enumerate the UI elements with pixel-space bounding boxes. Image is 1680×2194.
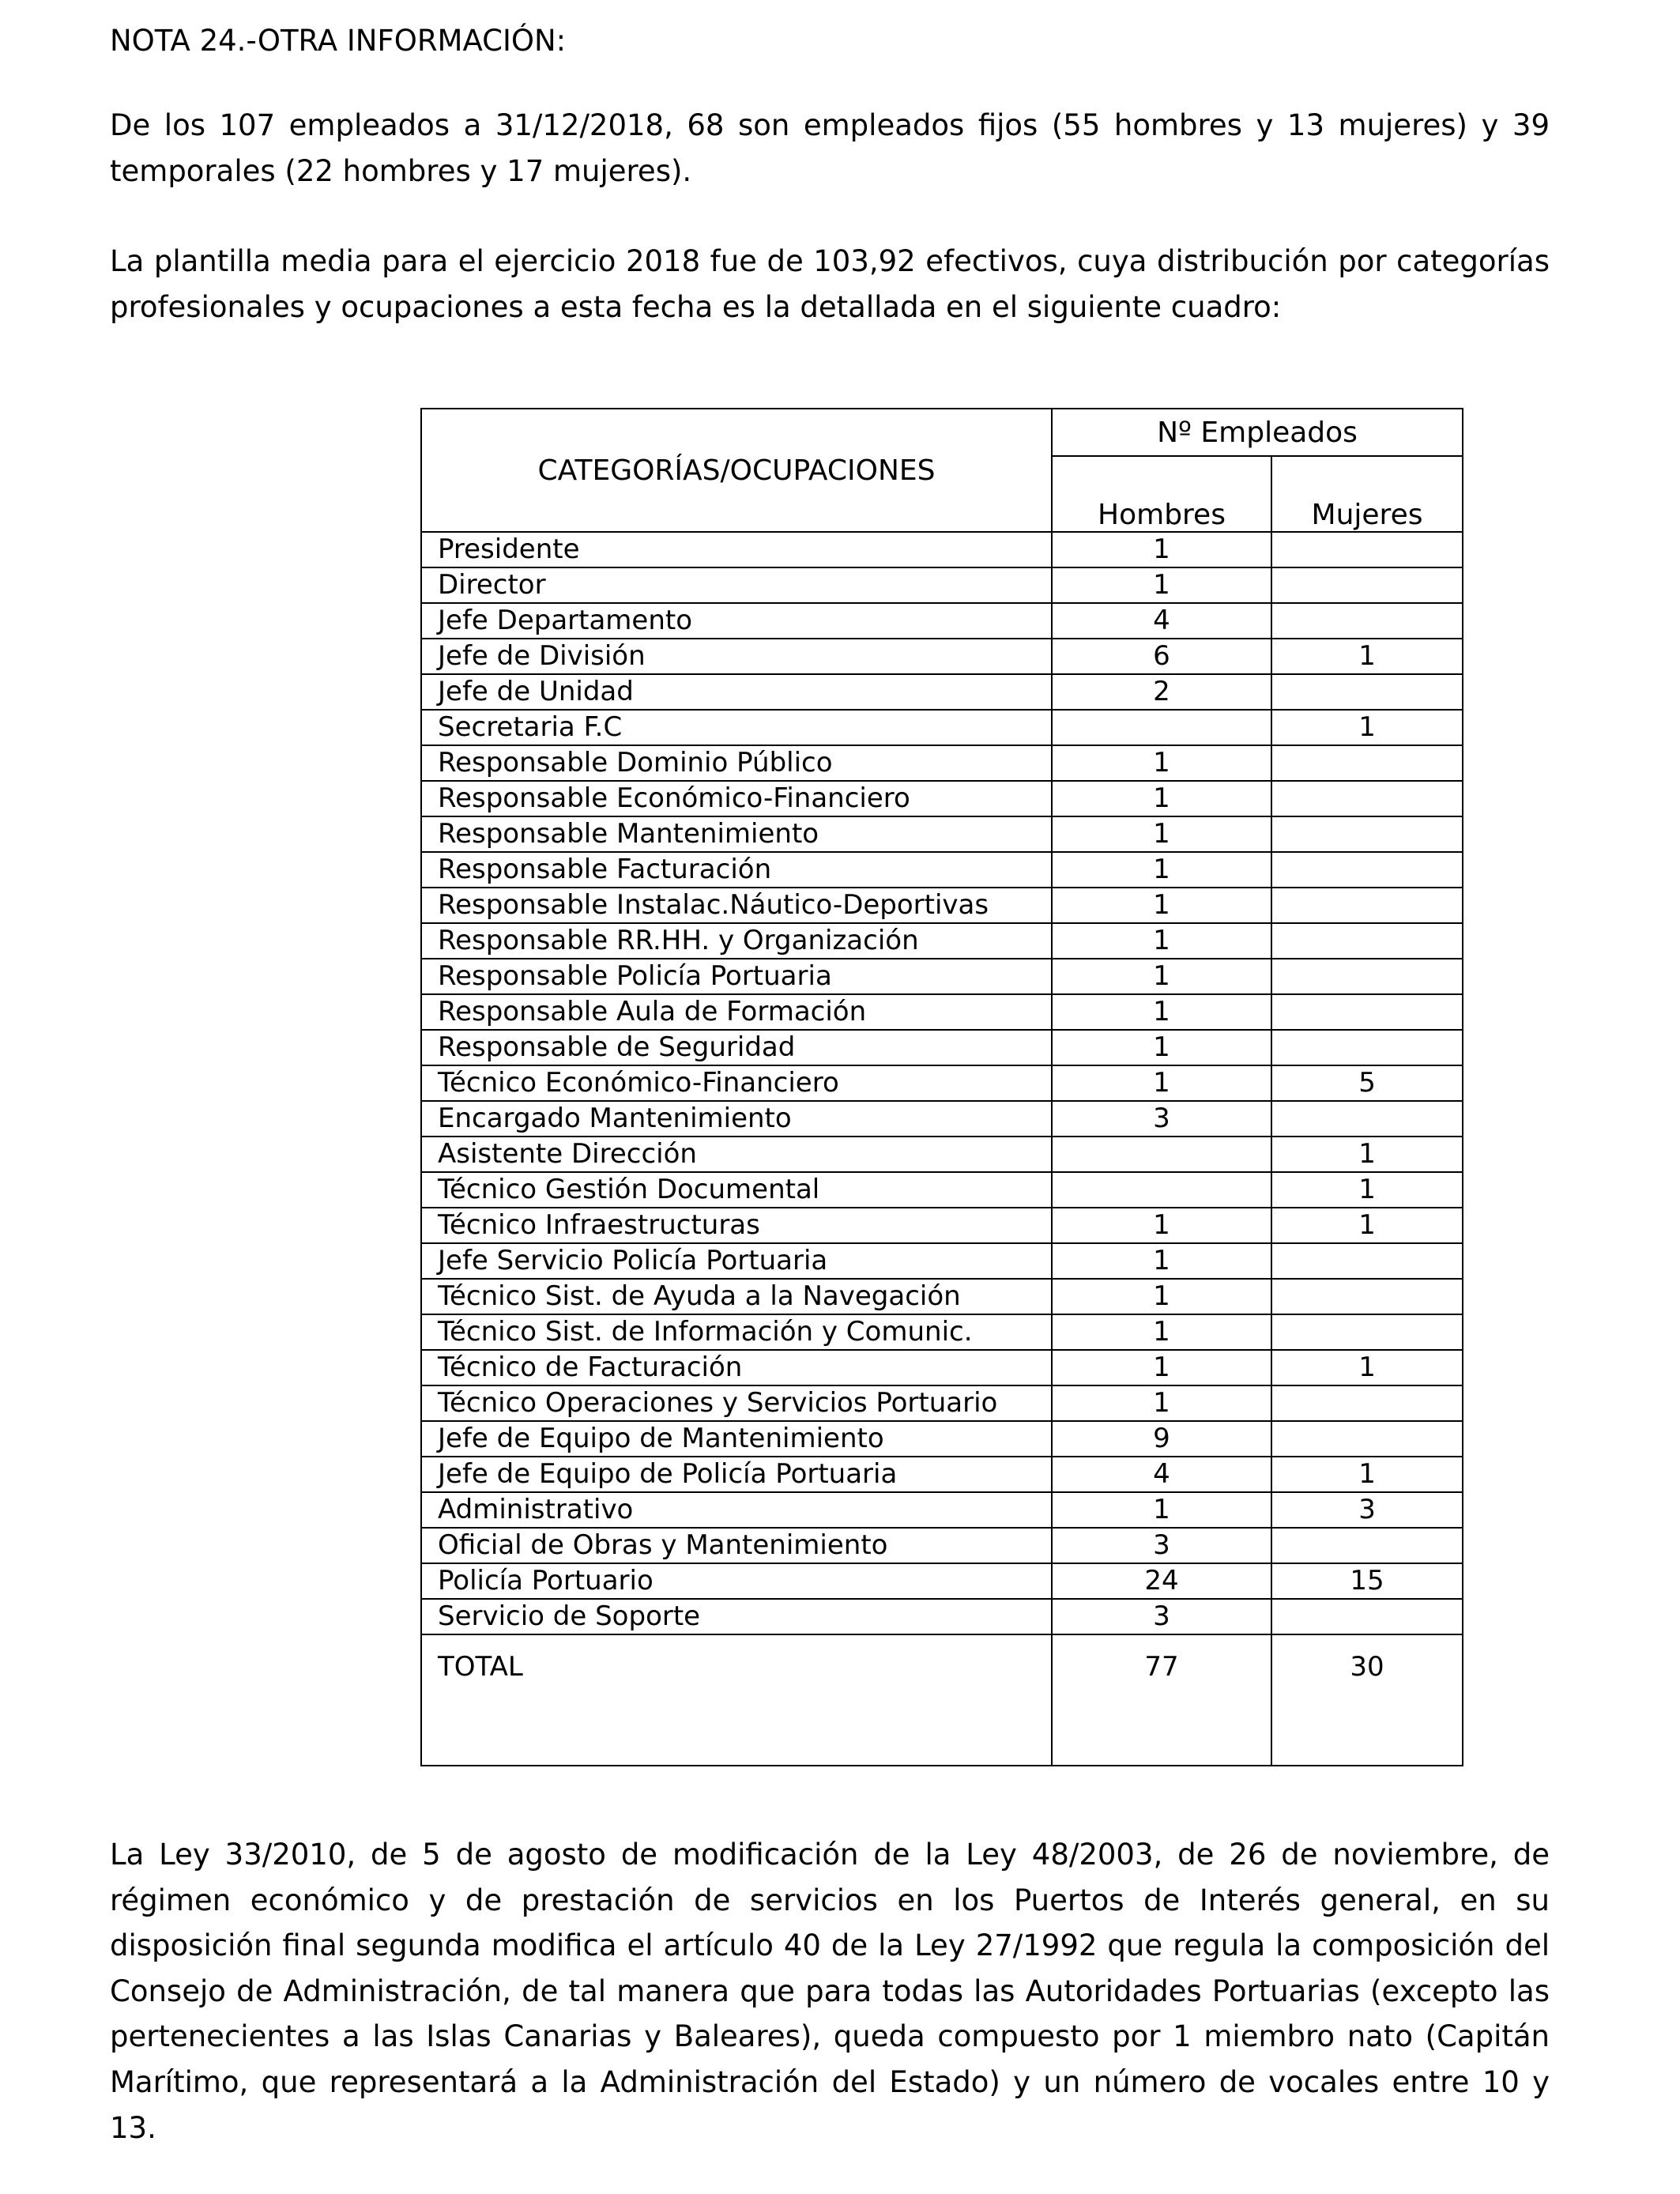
table-row	[421, 1030, 1463, 1065]
men-count-cell	[1052, 1172, 1271, 1208]
category-cell: Técnico Sist. de Ayuda a la Navegación	[421, 1279, 1052, 1314]
women-count-cell: 15	[1271, 1563, 1463, 1599]
table-row	[421, 852, 1463, 888]
men-count-cell: 2	[1052, 674, 1271, 710]
table-row	[421, 603, 1463, 639]
total-men-cell: 77	[1052, 1634, 1271, 1766]
category-cell: Policía Portuario	[421, 1563, 1052, 1599]
total-label-cell: TOTAL	[421, 1634, 1052, 1766]
category-cell: Responsable Económico-Financiero	[421, 781, 1052, 816]
table-row	[421, 567, 1463, 603]
category-cell: Responsable Mantenimiento	[421, 816, 1052, 852]
category-cell: Oficial de Obras y Mantenimiento	[421, 1528, 1052, 1563]
category-cell: Jefe de División	[421, 639, 1052, 674]
category-cell: Jefe Servicio Policía Portuaria	[421, 1243, 1052, 1279]
women-count-cell	[1271, 816, 1463, 852]
women-count-cell	[1271, 1385, 1463, 1421]
category-cell: Servicio de Soporte	[421, 1599, 1052, 1634]
women-count-cell: 1	[1271, 1457, 1463, 1492]
men-count-cell: 1	[1052, 1208, 1271, 1243]
men-count-cell	[1052, 1137, 1271, 1172]
women-count-cell: 1	[1271, 710, 1463, 745]
table-row	[421, 781, 1463, 816]
category-cell: Técnico Infraestructuras	[421, 1208, 1052, 1243]
header-women: Mujeres	[1271, 456, 1463, 532]
women-count-cell	[1271, 567, 1463, 603]
category-cell: Jefe de Equipo de Policía Portuaria	[421, 1457, 1052, 1492]
staff-distribution-table	[420, 408, 1463, 1766]
table-row	[421, 1208, 1463, 1243]
women-count-cell	[1271, 852, 1463, 888]
men-count-cell: 1	[1052, 1065, 1271, 1101]
women-count-cell: 1	[1271, 1172, 1463, 1208]
table-row	[421, 532, 1463, 567]
note-heading: NOTA 24.-OTRA INFORMACIÓN:	[110, 24, 567, 58]
table-body	[421, 532, 1463, 1766]
men-count-cell: 3	[1052, 1599, 1271, 1634]
category-cell: Jefe Departamento	[421, 603, 1052, 639]
category-cell: Técnico de Facturación	[421, 1350, 1052, 1385]
table-row	[421, 1243, 1463, 1279]
women-count-cell	[1271, 1243, 1463, 1279]
women-count-cell	[1271, 1030, 1463, 1065]
men-count-cell: 1	[1052, 781, 1271, 816]
header-category: CATEGORÍAS/OCUPACIONES	[421, 409, 1052, 532]
men-count-cell	[1052, 710, 1271, 745]
total-row	[421, 1634, 1463, 1766]
men-count-cell: 1	[1052, 959, 1271, 994]
category-cell: Técnico Gestión Documental	[421, 1172, 1052, 1208]
men-count-cell: 6	[1052, 639, 1271, 674]
men-count-cell: 4	[1052, 1457, 1271, 1492]
table-row	[421, 1457, 1463, 1492]
men-count-cell: 3	[1052, 1101, 1271, 1137]
men-count-cell: 1	[1052, 745, 1271, 781]
men-count-cell: 24	[1052, 1563, 1271, 1599]
women-count-cell: 1	[1271, 1137, 1463, 1172]
men-count-cell: 3	[1052, 1528, 1271, 1563]
average-staff-paragraph: La plantilla media para el ejercicio 2018 fue de 103,92 efectivos, cuya distribución por categorías profesionales y ocupaciones a esta fecha es la detallada en el siguiente cuadro:	[110, 244, 1550, 324]
women-count-cell	[1271, 1528, 1463, 1563]
table-row	[421, 1314, 1463, 1350]
women-count-cell	[1271, 1421, 1463, 1457]
men-count-cell: 1	[1052, 923, 1271, 959]
men-count-cell: 1	[1052, 1030, 1271, 1065]
header-men: Hombres	[1052, 456, 1271, 532]
category-cell: Responsable RR.HH. y Organización	[421, 923, 1052, 959]
women-count-cell	[1271, 1599, 1463, 1634]
women-count-cell	[1271, 994, 1463, 1030]
table-row	[421, 1101, 1463, 1137]
category-cell: Asistente Dirección	[421, 1137, 1052, 1172]
category-cell: Secretaria F.C	[421, 710, 1052, 745]
category-cell: Responsable Policía Portuaria	[421, 959, 1052, 994]
women-count-cell: 1	[1271, 1208, 1463, 1243]
men-count-cell: 1	[1052, 1350, 1271, 1385]
table-row	[421, 959, 1463, 994]
table-row	[421, 994, 1463, 1030]
category-cell: Jefe de Unidad	[421, 674, 1052, 710]
table-row	[421, 745, 1463, 781]
table-row	[421, 1350, 1463, 1385]
category-cell: Responsable Aula de Formación	[421, 994, 1052, 1030]
men-count-cell: 1	[1052, 1385, 1271, 1421]
table-row	[421, 816, 1463, 852]
women-count-cell	[1271, 1314, 1463, 1350]
table-row	[421, 1137, 1463, 1172]
women-count-cell	[1271, 532, 1463, 567]
men-count-cell: 1	[1052, 888, 1271, 923]
category-cell: Encargado Mantenimiento	[421, 1101, 1052, 1137]
men-count-cell: 1	[1052, 1314, 1271, 1350]
category-cell: Jefe de Equipo de Mantenimiento	[421, 1421, 1052, 1457]
category-cell: Administrativo	[421, 1492, 1052, 1528]
category-cell: Presidente	[421, 532, 1052, 567]
category-cell: Responsable de Seguridad	[421, 1030, 1052, 1065]
category-cell: Técnico Sist. de Información y Comunic.	[421, 1314, 1052, 1350]
men-count-cell: 1	[1052, 852, 1271, 888]
men-count-cell: 1	[1052, 567, 1271, 603]
table-row	[421, 1385, 1463, 1421]
total-women-cell: 30	[1271, 1634, 1463, 1766]
women-count-cell	[1271, 1279, 1463, 1314]
men-count-cell: 9	[1052, 1421, 1271, 1457]
employees-paragraph: De los 107 empleados a 31/12/2018, 68 son empleados fijos (55 hombres y 13 mujeres) y 39 temporales (22 hombres y 17 mujeres).	[110, 108, 1550, 188]
table-row	[421, 1528, 1463, 1563]
category-cell: Técnico Económico-Financiero	[421, 1065, 1052, 1101]
table-row	[421, 1172, 1463, 1208]
women-count-cell	[1271, 959, 1463, 994]
category-cell: Técnico Operaciones y Servicios Portuario	[421, 1385, 1052, 1421]
women-count-cell	[1271, 674, 1463, 710]
men-count-cell: 4	[1052, 603, 1271, 639]
table-row	[421, 1599, 1463, 1634]
category-cell: Responsable Facturación	[421, 852, 1052, 888]
women-count-cell: 1	[1271, 1350, 1463, 1385]
table-row	[421, 888, 1463, 923]
women-count-cell	[1271, 888, 1463, 923]
women-count-cell	[1271, 781, 1463, 816]
women-count-cell	[1271, 745, 1463, 781]
women-count-cell: 3	[1271, 1492, 1463, 1528]
men-count-cell: 1	[1052, 532, 1271, 567]
staff-table-wrapper	[420, 408, 1462, 1757]
table-row	[421, 1279, 1463, 1314]
men-count-cell: 1	[1052, 1279, 1271, 1314]
women-count-cell	[1271, 603, 1463, 639]
table-row	[421, 1563, 1463, 1599]
men-count-cell: 1	[1052, 994, 1271, 1030]
table-row	[421, 1065, 1463, 1101]
category-cell: Responsable Dominio Público	[421, 745, 1052, 781]
table-row	[421, 1492, 1463, 1528]
table-row	[421, 639, 1463, 674]
table-row	[421, 1421, 1463, 1457]
category-cell: Director	[421, 567, 1052, 603]
men-count-cell: 1	[1052, 1492, 1271, 1528]
women-count-cell	[1271, 923, 1463, 959]
law-paragraph: La Ley 33/2010, de 5 de agosto de modificación de la Ley 48/2003, de 26 de noviembre, de régimen económico y de prestación de servicios en los Puertos de Interés general, en su disposición final segunda modifica el artículo 40 de la Ley 27/1992 que regula la composición del Consejo de Administración, de tal manera que para todas las Autoridades Portuarias (excepto las pertenecientes a las Islas Canarias y Baleares), queda compuesto por 1 miembro nato (Capitán Marítimo, que representará a la Administración del Estado) y un número de vocales entre 10 y 13.	[110, 1838, 1550, 2145]
header-employees-group: Nº Empleados	[1052, 409, 1463, 456]
table-row	[421, 923, 1463, 959]
women-count-cell: 1	[1271, 639, 1463, 674]
table-row	[421, 674, 1463, 710]
women-count-cell	[1271, 1101, 1463, 1137]
men-count-cell: 1	[1052, 816, 1271, 852]
table-row	[421, 710, 1463, 745]
category-cell: Responsable Instalac.Náutico-Deportivas	[421, 888, 1052, 923]
women-count-cell: 5	[1271, 1065, 1463, 1101]
men-count-cell: 1	[1052, 1243, 1271, 1279]
